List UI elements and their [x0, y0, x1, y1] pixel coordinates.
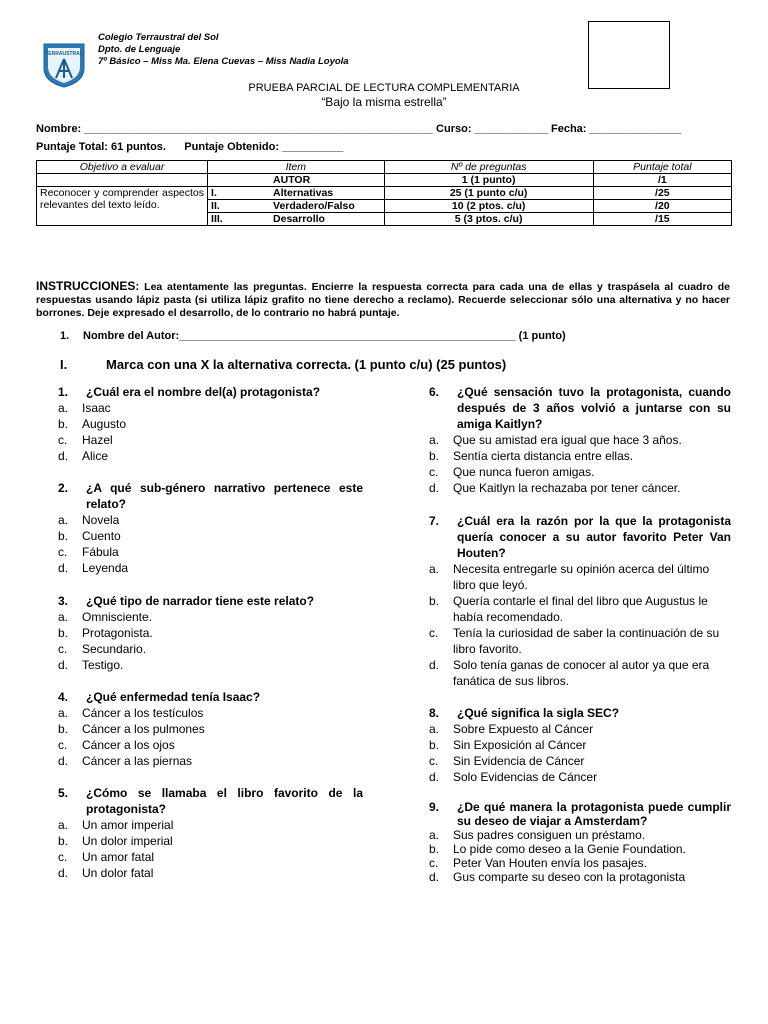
exam-title: PRUEBA PARCIAL DE LECTURA COMPLEMENTARIA: [248, 82, 520, 94]
author-question[interactable]: [60, 330, 566, 342]
question-5: 5. ¿Cómo se llamaba el libro favorito de la protagonista? a. Un amor imperial b. Un dolor imperial c. Un amor fatal d. Un dolor fatal: [58, 786, 363, 880]
option[interactable]: d. Que Kaitlyn la rechazaba por tener cáncer.: [429, 481, 681, 495]
table-row-total: /25: [593, 187, 731, 200]
option[interactable]: a. Novela: [58, 513, 120, 527]
question-6: 6. ¿Qué sensación tuvo la protagonista, cuando después de 3 años volvió a juntarse con su amiga Kaitlyn? a. Que su amistad era igual que hace 3 años. b. Sentía cierta distancia entre ellas. c. Que nunca fueron amigas. d. Que Kaitlyn la rechazaba por tener cáncer.: [429, 385, 731, 495]
header-item: Item: [208, 161, 385, 174]
option[interactable]: b. Cáncer a los pulmones: [58, 722, 205, 736]
option[interactable]: c. Tenía la curiosidad de saber la continuación de su libro favorito.: [429, 626, 720, 656]
option[interactable]: b. Sin Exposición al Cáncer: [429, 738, 587, 752]
option[interactable]: a. Isaac: [58, 401, 111, 415]
option[interactable]: d. Leyenda: [58, 561, 129, 575]
section-1-text: Marca con una X la alternativa correcta. (1 punto c/u) (25 puntos): [106, 357, 507, 372]
question-8: 8. ¿Qué significa la sigla SEC? a. Sobre Expuesto al Cáncer b. Sin Exposición al Cáncer c. Sin Evidencia de Cáncer d. Solo Evidencias de Cáncer: [429, 705, 731, 785]
question-7: 7. ¿Cuál era la razón por la que la protagonista quería conocer a su autor favorito Peter Van Houten? a. Necesita entregarle su opinión acerca del último libro que leyó. b. Quería contarle el final del libro que Augustus le había recomendado. c. Tenía la curiosidad de saber la continuación de su libro favorito. d. Solo tenía ganas de conocer al autor ya que era fanática de sus libros.: [429, 514, 731, 688]
book-title: “Bajo la misma estrella”: [321, 95, 447, 109]
option[interactable]: c. Peter Van Houten envía los pasajes.: [429, 856, 647, 870]
option[interactable]: d. Solo Evidencias de Cáncer: [429, 770, 598, 784]
school-logo: [40, 38, 88, 88]
option[interactable]: a. Cáncer a los testículos: [58, 706, 204, 720]
department: Dpto. de Lenguaje: [98, 44, 181, 55]
author-question-text: Nombre del Autor:_______________________________________________________ (1 punto): [83, 330, 566, 342]
table-row-item: AUTOR: [208, 174, 385, 187]
school-header: [98, 32, 349, 68]
header-objective: Objetivo a evaluar: [37, 161, 208, 174]
table-row: [37, 187, 732, 200]
option[interactable]: d. Gus comparte su deseo con la protagonista: [429, 870, 686, 884]
option[interactable]: d. Solo tenía ganas de conocer al autor ya que era fanática de sus libros.: [429, 658, 710, 688]
option[interactable]: d. Testigo.: [58, 658, 124, 672]
table-row-total: /15: [593, 213, 731, 226]
question-4: 4. ¿Qué enfermedad tenía Isaac? a. Cáncer a los testículos b. Cáncer a los pulmones c. Cáncer a los ojos d. Cáncer a las piernas: [58, 689, 363, 769]
table-row-item: III. Desarrollo: [208, 213, 385, 226]
instructions-text: Lea atentamente las preguntas. Encierre la respuesta correcta para cada una de ellas y traspásela al cuadro de respuestas usando lápiz pasta (si utiliza lápiz grafito no tiene derecho a reclamo). Recuerde seleccionar sólo una alternativa y no hacer borrones. Deje expresado el desarrollo, de lo contrario no habrá puntaje.: [36, 281, 730, 319]
option[interactable]: c. Cáncer a los ojos: [58, 738, 175, 752]
option[interactable]: b. Lo pide como deseo a la Genie Foundation.: [429, 842, 686, 856]
option[interactable]: b. Augusto: [58, 417, 127, 431]
table-row-questions: 25 (1 punto c/u): [384, 187, 593, 200]
header-questions: Nº de preguntas: [384, 161, 593, 174]
instructions-label: INSTRUCCIONES:: [36, 279, 140, 293]
objective-cell: Reconocer y comprender aspectos relevantes del texto leído.: [37, 187, 208, 226]
question-1: 1. ¿Cuál era el nombre del(a) protagonista? a. Isaac b. Augusto c. Hazel d. Alice: [58, 384, 363, 464]
score-line[interactable]: Puntaje Total: 61 puntos. Puntaje Obtenido: __________: [36, 141, 344, 153]
question-3: 3. ¿Qué tipo de narrador tiene este relato? a. Omnisciente. b. Protagonista. c. Secundario. d. Testigo.: [58, 593, 363, 673]
table-row-questions: 1 (1 punto): [384, 174, 593, 187]
option[interactable]: d. Alice: [58, 449, 109, 463]
option[interactable]: b. Sentía cierta distancia entre ellas.: [429, 449, 634, 463]
table-header-row: [37, 161, 732, 174]
instructions: [36, 280, 730, 320]
table-row: [37, 174, 732, 187]
option[interactable]: c. Que nunca fueron amigas.: [429, 465, 595, 479]
option[interactable]: a. Omnisciente.: [58, 610, 153, 624]
option[interactable]: a. Necesita entregarle su opinión acerca del último libro que leyó.: [429, 562, 710, 592]
table-row-questions: 10 (2 ptos. c/u): [384, 200, 593, 213]
option[interactable]: c. Hazel: [58, 433, 113, 447]
grade-box: [588, 21, 670, 89]
table-row-questions: 5 (3 ptos. c/u): [384, 213, 593, 226]
student-info-line[interactable]: Nombre: _________________________________________________________ Curso: ____________ Fecha: _______________: [36, 123, 682, 135]
option[interactable]: b. Cuento: [58, 529, 121, 543]
svg-text:TERRAUSTRAL: TERRAUSTRAL: [45, 51, 83, 57]
objective-top-cell: [37, 174, 208, 187]
table-row-item: I. Alternativas: [208, 187, 385, 200]
table-row-total: /1: [593, 174, 731, 187]
option[interactable]: b. Quería contarle el final del libro que Augustus le había recomendado.: [429, 594, 708, 624]
option[interactable]: c. Sin Evidencia de Cáncer: [429, 754, 585, 768]
option[interactable]: a. Sus padres consiguen un préstamo.: [429, 828, 646, 842]
header-total: Puntaje total: [593, 161, 731, 174]
question-9: 9. ¿De qué manera la protagonista puede cumplir su deseo de viajar a Amsterdam? a. Sus padres consiguen un préstamo. b. Lo pide como deseo a la Genie Foundation. c. Peter Van Houten envía los pasajes. d. Gus comparte su deseo con la protagonista: [429, 800, 731, 884]
section-1-number: I.: [60, 357, 68, 372]
option[interactable]: c. Secundario.: [58, 642, 147, 656]
course-teachers: 7º Básico – Miss Ma. Elena Cuevas – Miss Nadia Loyola: [98, 56, 349, 67]
table-row-total: /20: [593, 200, 731, 213]
table-row-item: II. Verdadero/Falso: [208, 200, 385, 213]
question-2: 2. ¿A qué sub-género narrativo pertenece este relato? a. Novela b. Cuento c. Fábula d. Leyenda: [58, 481, 363, 575]
option[interactable]: c. Fábula: [58, 545, 119, 559]
evaluation-table: [36, 160, 732, 226]
option[interactable]: b. Protagonista.: [58, 626, 153, 640]
option[interactable]: d. Cáncer a las piernas: [58, 754, 193, 768]
author-question-number: 1.: [60, 330, 70, 342]
option[interactable]: b. Un dolor imperial: [58, 834, 173, 848]
school-name: Colegio Terraustral del Sol: [98, 32, 219, 43]
option[interactable]: a. Que su amistad era igual que hace 3 años.: [429, 433, 682, 447]
option[interactable]: c. Un amor fatal: [58, 850, 155, 864]
option[interactable]: a. Sobre Expuesto al Cáncer: [429, 722, 594, 736]
option[interactable]: a. Un amor imperial: [58, 818, 174, 832]
option[interactable]: d. Un dolor fatal: [58, 866, 154, 880]
section-1-heading: [60, 357, 506, 372]
